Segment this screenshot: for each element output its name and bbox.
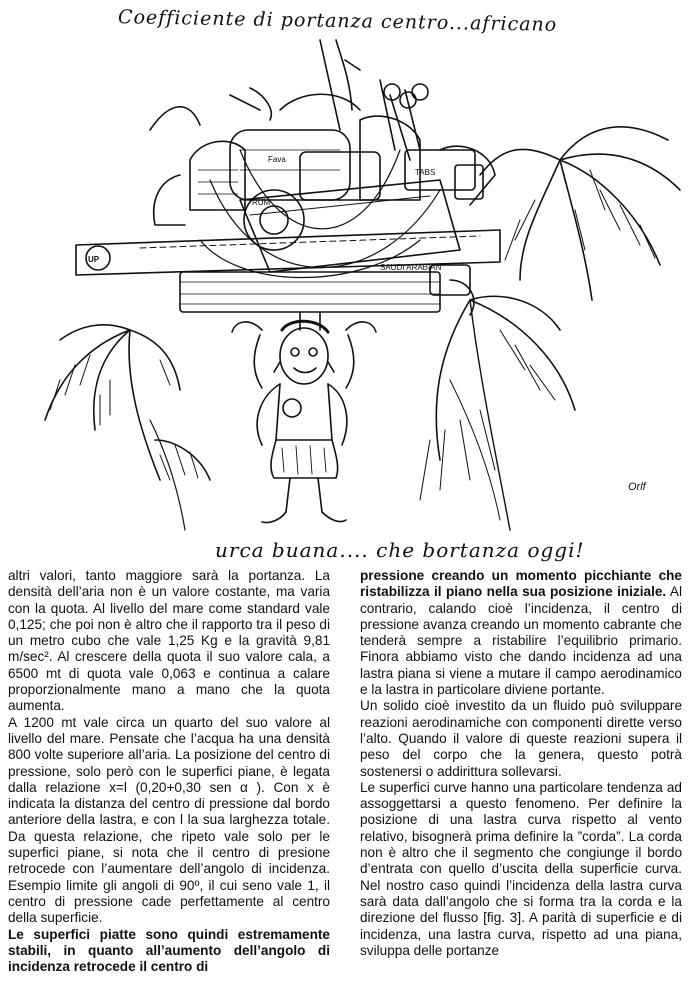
article-left-column [8, 568, 330, 975]
up-label: UP [88, 255, 100, 264]
paragraph: Un solido cioè investito da un fluido può sviluppare reazioni aerodinamiche con componenti dirette verso l’alto. Quando il valore di queste reazioni supera il peso del corpo che la genera, questo potrà sostenersi o addirittura sollevarsi. [360, 698, 682, 779]
tabs-label: TABS [415, 168, 436, 177]
cartoon-caption: urca buana.... che bortanza oggi! [215, 538, 585, 562]
cartoon-title: Coefficiente di portanza centro...africano [117, 6, 558, 36]
palm-tree-right [420, 127, 680, 530]
load-pile [76, 40, 500, 330]
rum-label: RUM [252, 198, 271, 207]
palm-tree-left [45, 325, 210, 530]
paragraph: altri valori, tanto maggiore sarà la portanza. La densità dell’aria non è un valore costante, ma varia con la quota. Al livello del mare come standard vale 0,125; che poi non è altro che il rapporto tra il peso di un metro cubo che vale 1,25 Kg e la gravità 9,81 m/sec². Al crescere della quota il suo valore cala, a 6500 mt di quota vale 0,063 e continua a calare proporzionalmente mano a mano che la quota aumenta. [8, 568, 330, 714]
paragraph [360, 568, 682, 698]
paragraph: A 1200 mt vale circa un quarto del suo valore al livello del mare. Pensate che l’acqua ha una densità 800 volte superiore all’aria. La posizione del centro di pressione, solo però con le superfici piane, è legata dalla relazione x=l (0,20+0,30 sen α ). Con x è indicata la distanza del centro di pressione dal bordo anteriore della lastra, e con l la sua larghezza totale. Da questa relazione, che ripeto vale solo per le superfici piane, si nota che il centro di presione retrocede con l’aumentare dell’angolo di incidenza. Esempio limite gli angoli di 90º, il cui seno vale 1, il centro di pressione cade perfettamente al centro della superficie. [8, 714, 330, 926]
saudi-label: SAUDI ARABIAN [380, 263, 442, 272]
paragraph: Le superfici curve hanno una particolare tendenza ad assoggettarsi a questo fenomeno. Per definire la posizione di una lastra curva rispetto al vento relativo, bisognerà prima definire la ”corda”. La corda non è altro che il segmento che congiunge il bordo d’entrata con quello d’uscita della superficie curva. Nel nostro caso quindi l’incidenza della lastra curva sarà data dall’angolo che si forma tra la corda e la direzione del flusso [fig. 3]. A parità di superficie e di incidenza, una lastra curva, rispetto ad una piana, sviluppa delle portanze [360, 779, 682, 958]
lead-rest: Al contrario, calando cioè l’incidenza, il centro di pressione avanza creando un momento cabrante che tenderà sempre a ristabilire l’equilibrio primario. Finora abbiamo visto che dando incidenza ad una lastra piana si viene a mutare il campo aerodinamico e la lastra in particolare diviene portante. [360, 584, 682, 698]
carrier-figure [232, 321, 376, 522]
bold-lead: pressione creando un momento picchiante che ristabilizza il piano nella sua posizione iniziale. [360, 568, 682, 600]
paragraph-bold: Le superfici piatte sono quindi estremamente stabili, in quanto all’aumento dell’angolo di incidenza retrocede il centro di [8, 926, 330, 975]
fava-label: Fava [268, 155, 286, 164]
article-right-column [360, 568, 682, 959]
artist-signature: Orlf [628, 481, 646, 493]
